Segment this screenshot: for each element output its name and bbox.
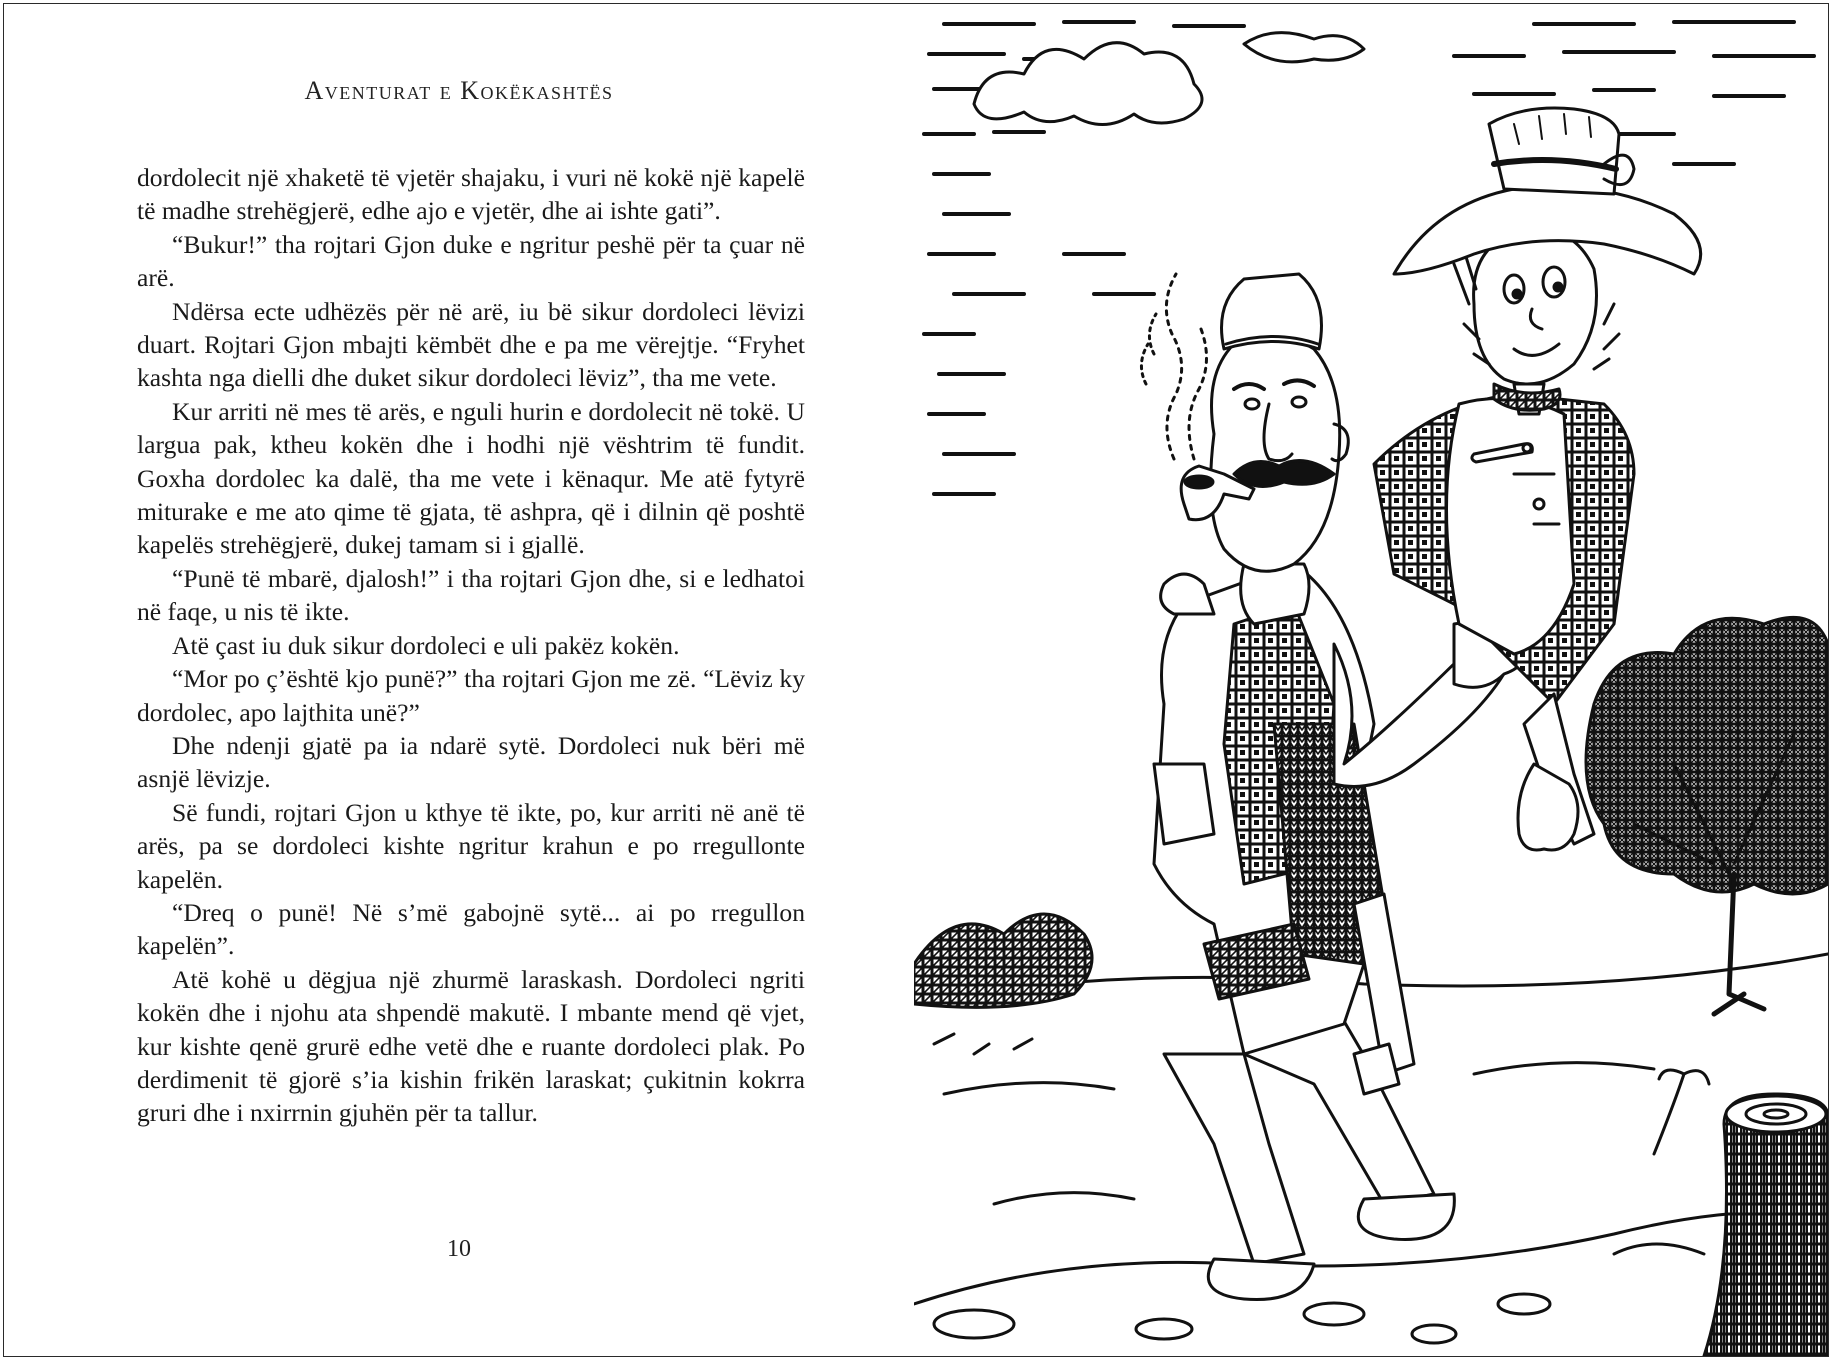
- body-text: [137, 161, 805, 1130]
- paragraph: Atë kohë u dëgjua një zhurmë laraskash. Dordoleci ngriti kokën dhe i njohu ata shpendë makutë. I mbante mend që vjet, kur kishte qenë grurë edhe vetë dhe e ruante dordoleci plak. Po derdimenit të gjorë s’ia kishin frikën laraskat; çukitnin kokrra gruri dhe i nxirrnin gjuhën për ta tallur.: [137, 964, 805, 1128]
- right-page: [914, 4, 1828, 1356]
- paragraph: “Bukur!” tha rojtari Gjon duke e ngritur peshë për ta çuar në arë.: [137, 229, 805, 293]
- man-carrying-scarecrow-illustration: [914, 4, 1828, 1356]
- page-number: 10: [447, 1236, 471, 1262]
- paragraph: Ndërsa ecte udhëzës për në arë, iu bë sikur dordoleci lëvizi duart. Rojtari Gjon mbajti këmbët dhe e pa me vërejtje. “Fryhet kashta nga dielli dhe duket sikur dordoleci lëviz”, tha me vete.: [137, 296, 805, 393]
- paragraph: “Mor po ç’është kjo punë?” tha rojtari Gjon me zë. “Lëviz ky dordolec, apo lajthita unë?”: [137, 664, 805, 727]
- paragraph: Kur arriti në mes të arës, e nguli hurin e dordolecit në tokë. U largua pak, ktheu kokën dhe i hodhi një vështrim të fundit. Goxha dordolec ka dalë, tha me vete i kënaqur. Me atë fytyrë miturake e me ato qime të gjata, të ashpra, që i dilnin që poshtë kapelës strehëgjerë, dukej tamam si i gjallë.: [137, 396, 805, 560]
- running-head: Aventurat e Kokëkashtës: [304, 76, 614, 105]
- paragraph: Së fundi, rojtari Gjon u kthye të ikte, po, kur arriti në anë të arës, pa se dordoleci kishte ngritur krahun e po rregullonte kapelën.: [137, 797, 805, 894]
- paragraph: “Dreq o punë! Në s’më gabojnë sytë... ai po rregullon kapelën”.: [137, 897, 805, 961]
- tree-stump: [1614, 1070, 1828, 1356]
- left-page: [4, 4, 914, 1356]
- scarecrow-figure: [1354, 108, 1701, 1094]
- cloud: [974, 43, 1202, 125]
- book-spread: [3, 3, 1829, 1357]
- paragraph: Dhe ndenji gjatë pa ia ndarë sytë. Dordoleci nuk bëri më asnjë lëvizje.: [137, 730, 805, 794]
- paragraph: dordolecit një xhaketë të vjetër shajaku, i vuri në kokë një kapelë të madhe strehëgjerë, edhe ajo e vjetër, dhe ai ishte gati”.: [137, 163, 805, 226]
- bushes: [914, 914, 1092, 1007]
- tree: [1586, 617, 1828, 1014]
- paragraph: “Punë të mbarë, djalosh!” i tha rojtari Gjon dhe, si e ledhatoi në faqe, u nis të ikte.: [137, 563, 805, 627]
- paragraph: Atë çast iu duk sikur dordoleci e uli pakëz kokën.: [172, 630, 680, 660]
